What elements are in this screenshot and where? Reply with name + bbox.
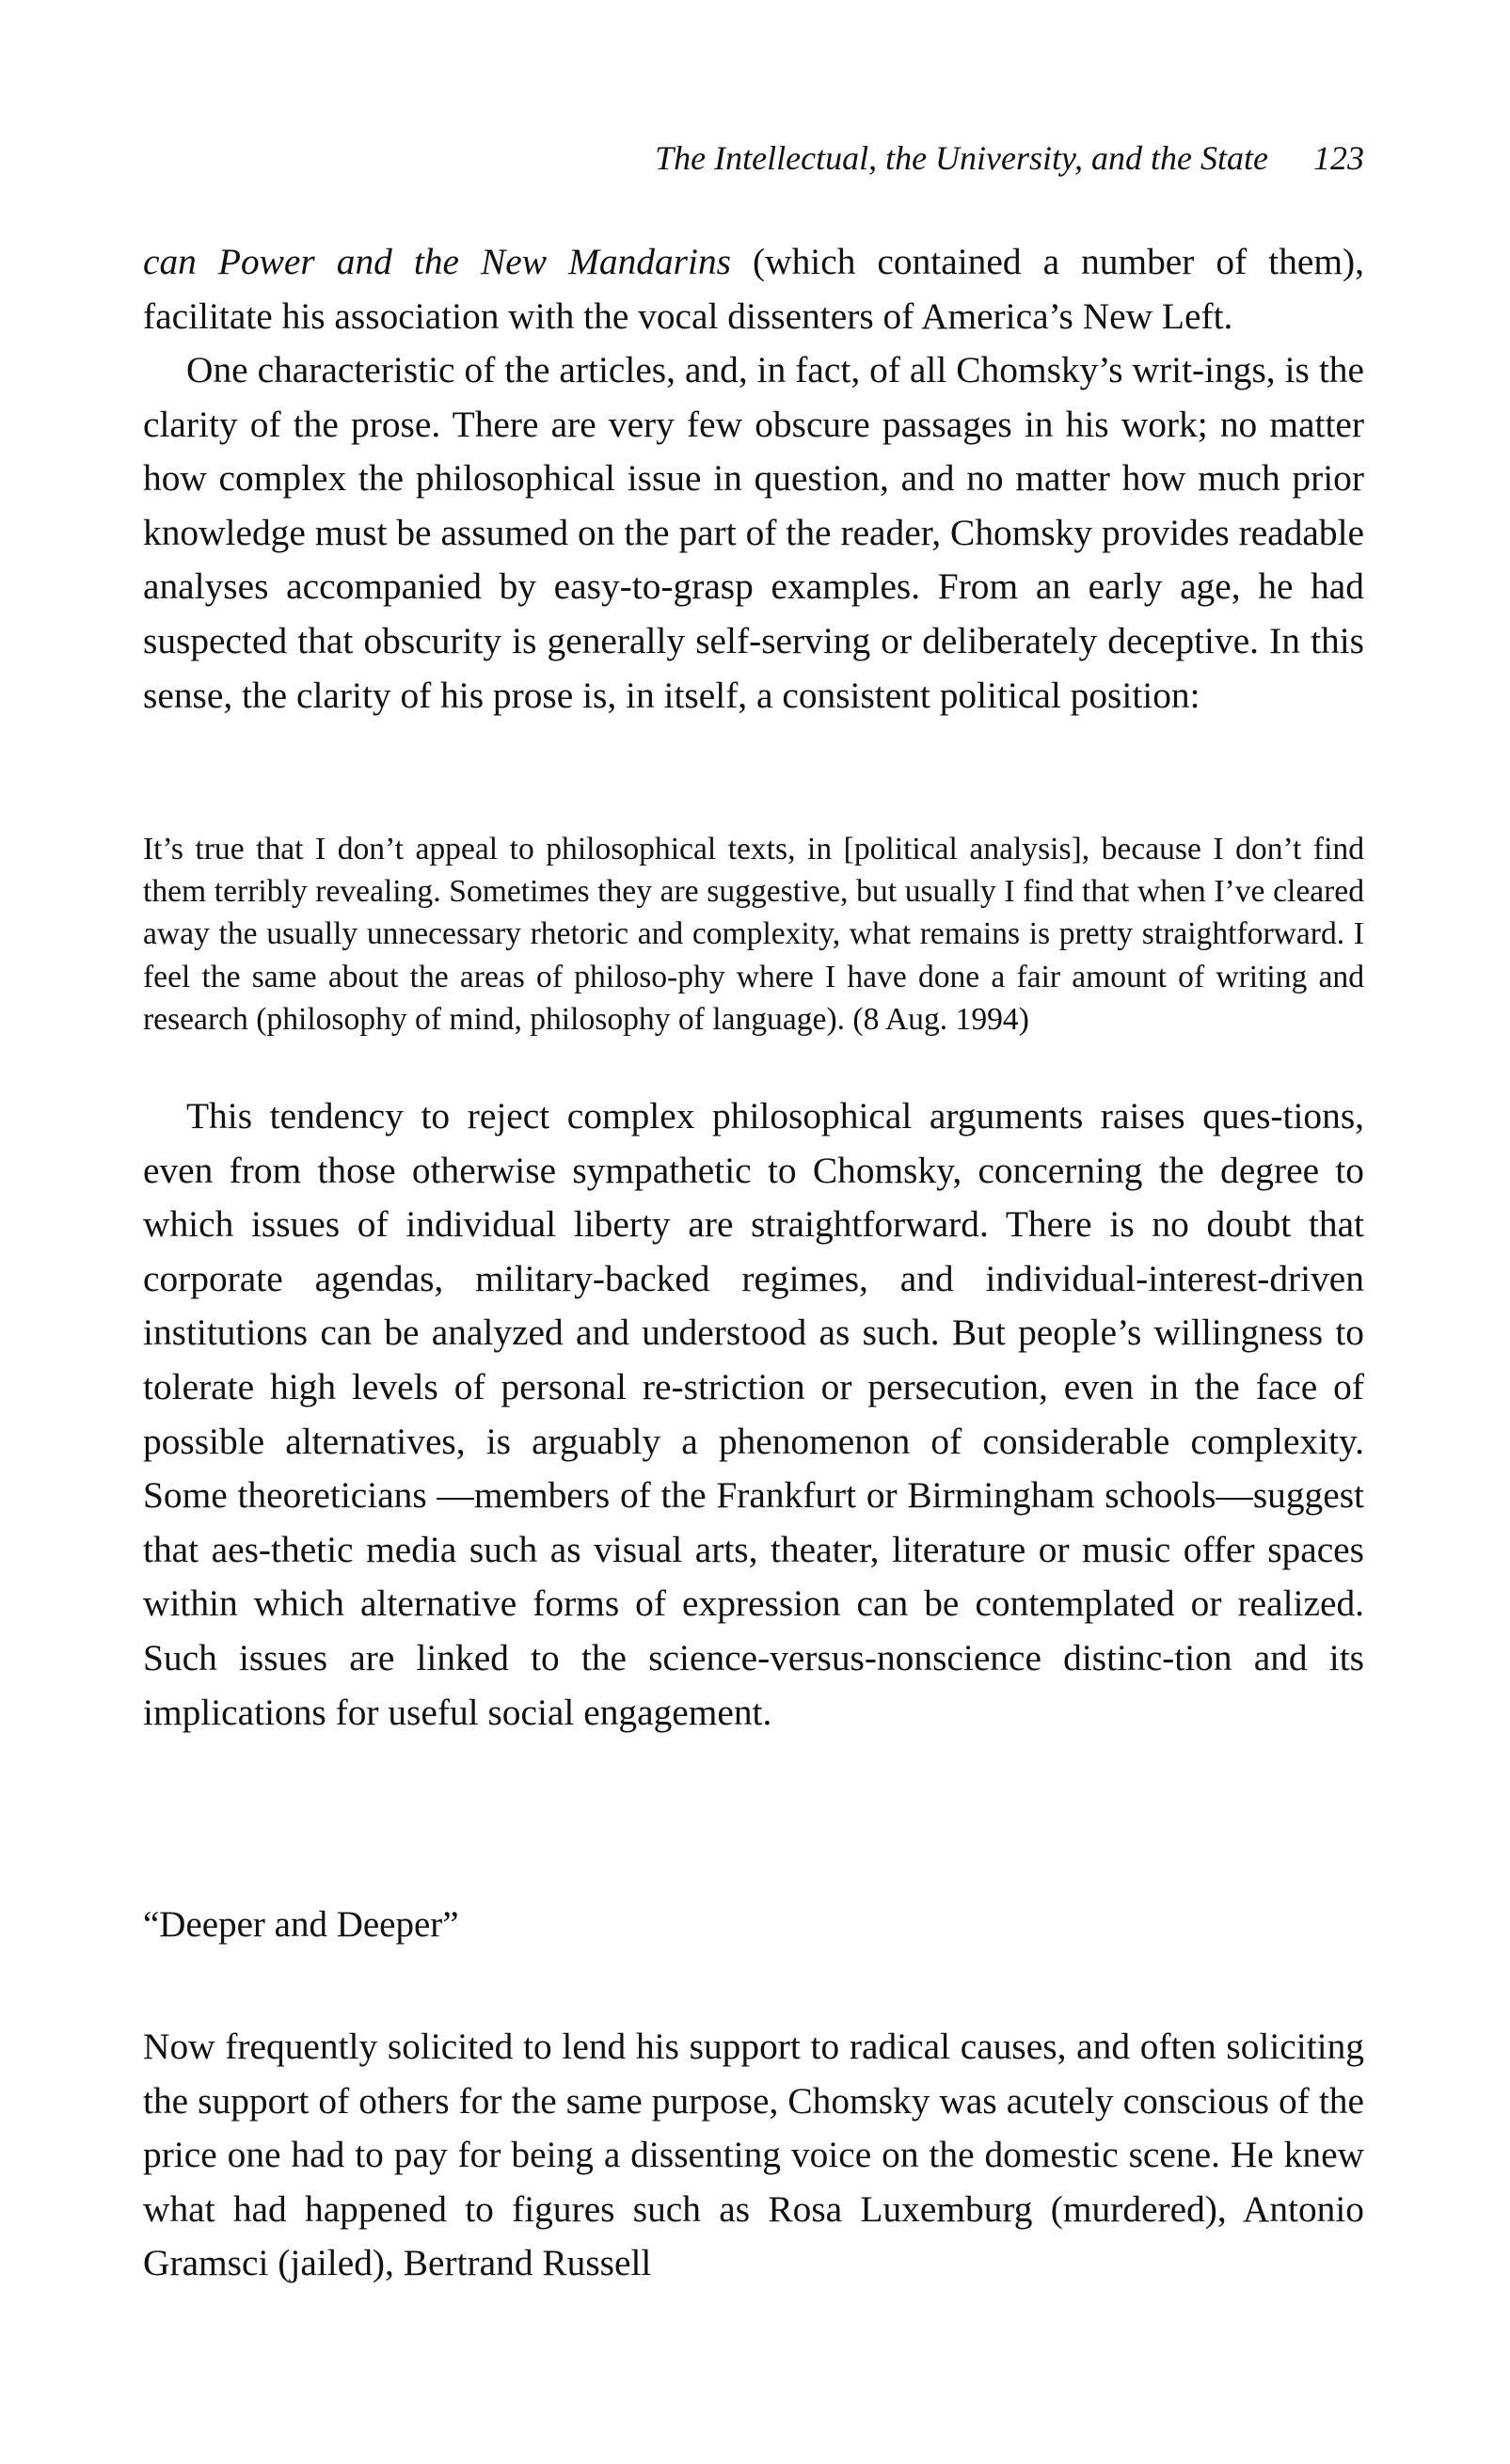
paragraph-complexity: This tendency to reject complex philosophical arguments raises ques-tions, even from those otherwise sympathetic to Chomsky, concerning the degree to which issues of individual liberty are straightforward. There is no doubt that corporate agendas, military-backed regimes, and individual-interest-driven institutions can be analyzed and understood as such. But people’s willingness to tolerate high levels of personal re-striction or persecution, even in the face of possible alternatives, is arguably a phenomenon of considerable complexity. Some theoreticians —members of the Frankfurt or Birmingham schools—suggest that aes-thetic media such as visual arts, theater, literature or music offer spaces within which alternative forms of expression can be contemplated or realized. Such issues are linked to the science-versus-nonscience distinc-tion and its implications for useful social engagement.	[143, 1095, 1364, 1733]
block-quote: It’s true that I don’t appeal to philosophical texts, in [political analysis], because I don’t find them terribly revealing. Sometimes they are suggestive, but usually I find that when I’ve cleared away the usually unnecessary rhetoric and complexity, what remains is pretty straightforward. I feel the same about the areas of philoso-phy where I have done a fair amount of writing and research (philosophy of mind, philosophy of language). (8 Aug. 1994)	[143, 832, 1364, 1037]
section-heading: “Deeper and Deeper”	[143, 1904, 459, 1945]
book-title-italic: can Power and the New Mandarins	[143, 241, 731, 282]
running-header-title: The Intellectual, the University, and the State	[655, 139, 1268, 177]
paragraph-clarity: One characteristic of the articles, and, in fact, of all Chomsky’s writ-ings, is the clarity of the prose. There are very few obscure passages in his work; no matter how complex the philosophical issue in question, and no matter how much prior knowledge must be assumed on the part of the reader, Chomsky provides readable analyses accompanied by easy-to-grasp examples. From an early age, he had suspected that obscurity is generally self-serving or deliberately deceptive. In this sense, the clarity of his prose is, in itself, a consistent political position:	[143, 349, 1364, 716]
running-header	[655, 139, 1364, 177]
paragraph-continued-text: (which contained a number of them), facilitate his association with the vocal dissenters of America’s New Left.	[143, 241, 1364, 337]
paragraph-continued	[143, 235, 1364, 343]
paragraph-dissent: Now frequently solicited to lend his support to radical causes, and often soliciting the support of others for the same purpose, Chomsky was acutely conscious of the price one had to pay for being a dissenting voice on the domestic scene. He knew what had happened to figures such as Rosa Luxemburg (murdered), Antonio Gramsci (jailed), Bertrand Russell	[143, 2026, 1364, 2284]
page-number: 123	[1313, 139, 1364, 177]
